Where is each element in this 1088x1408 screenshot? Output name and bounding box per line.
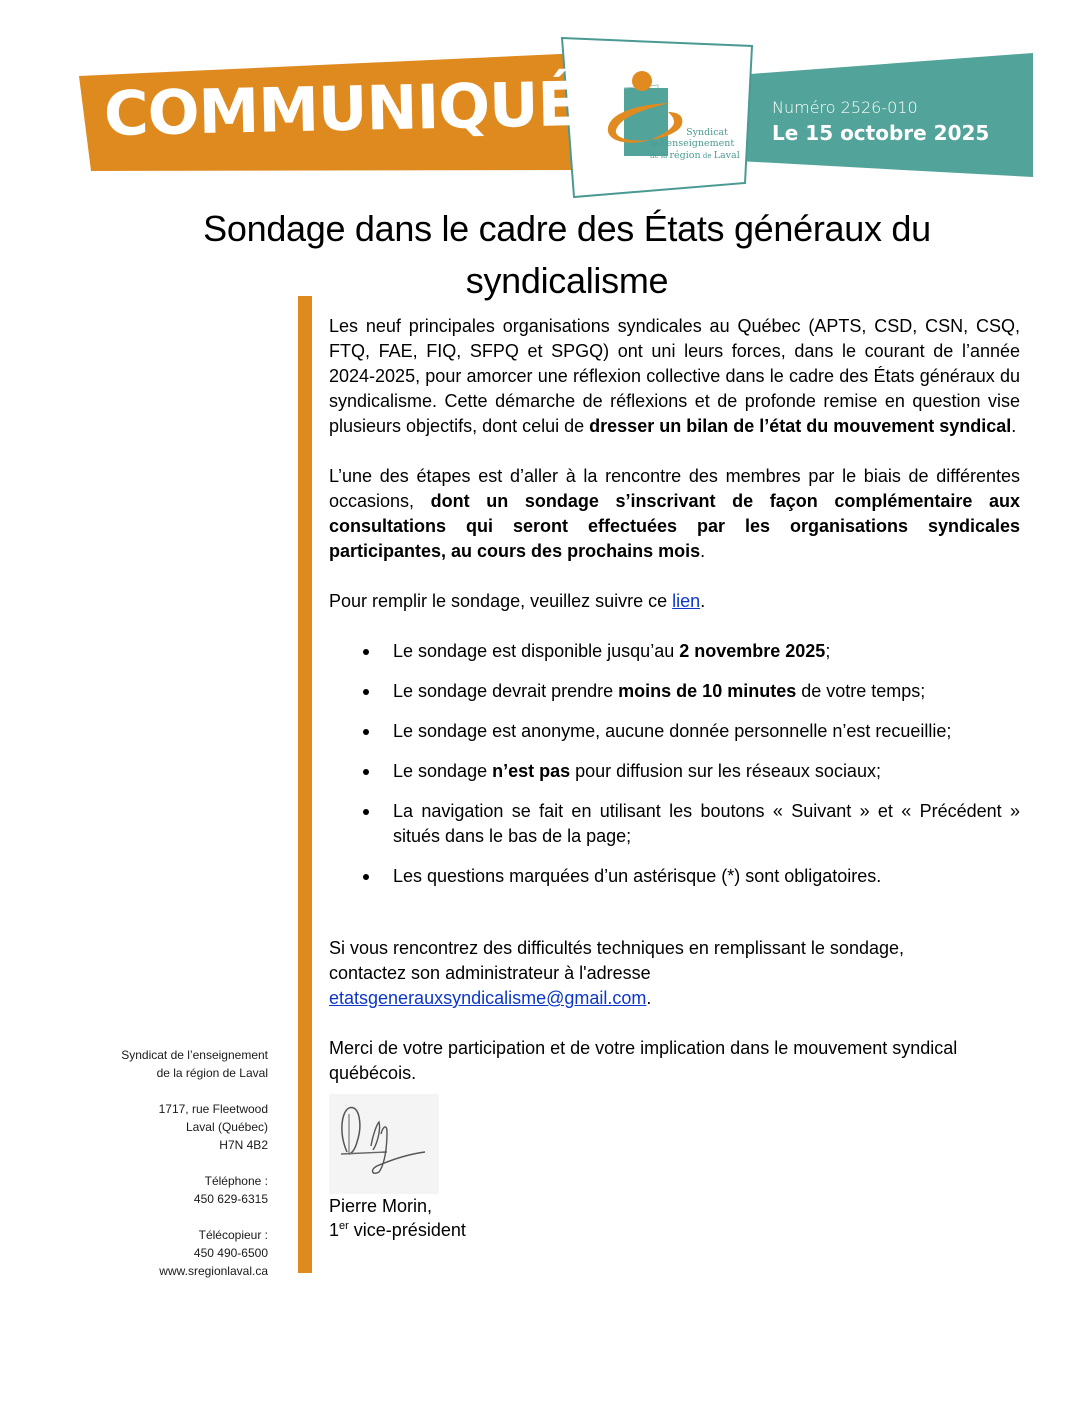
survey-link-paragraph: Pour remplir le sondage, veuillez suivre ce lien. <box>329 591 706 611</box>
signer-block <box>329 1194 1020 1242</box>
logo-line-1: Syndicat <box>686 127 728 138</box>
bullet-icon <box>363 689 369 695</box>
logo-line-3: de la région de Laval <box>650 150 740 161</box>
fax-block <box>80 1226 268 1280</box>
title-line-1: Sondage dans le cadre des États généraux du <box>203 208 931 249</box>
title-line-2: syndicalisme <box>465 260 669 301</box>
fax-number: 450 490-6500 <box>193 1246 268 1260</box>
intro-paragraph: Les neuf principales organisations syndicales au Québec (APTS, CSD, CSN, CSQ, FTQ, FAE, FIQ, SFPQ et SPGQ) ont uni leurs forces, dans le courant de l’année 2024-2025, pour amorcer une réflexion collective dans le cadre des États généraux du syndicalisme. Cette démarche de réflexions et de profonde remise en question vise plusieurs objectifs, dont celui de dresser un bilan de l’état du mouvement syndical. <box>329 316 1020 436</box>
list-item: La navigation se fait en utilisant les boutons « Suivant » et « Précédent » situés dans le bas de la page; <box>329 799 1020 849</box>
communique-body <box>329 314 1020 1242</box>
phone-number: 450 629-6315 <box>193 1192 268 1206</box>
phone-label: Téléphone : <box>204 1174 268 1188</box>
issue-date: Le 15 octobre 2025 <box>772 121 990 145</box>
list-item: Les questions marquées d’un astérisque (*) sont obligatoires. <box>329 864 1020 889</box>
logo-line-2: de l'enseignement <box>650 138 735 149</box>
bullet-icon <box>363 649 369 655</box>
phone-block <box>80 1172 268 1208</box>
contact-sidebar <box>80 1046 268 1280</box>
org-name: Syndicat de l’enseignement de la région de Laval <box>121 1048 268 1080</box>
bullet-icon <box>363 729 369 735</box>
technical-help-paragraph: Si vous rencontrez des difficultés techniques en remplissant le sondage, contactez son administrateur à l'adresse etatsgenerauxsyndicalisme@gmail.com. <box>329 938 904 1008</box>
admin-email-link[interactable]: etatsgenerauxsyndicalisme@gmail.com <box>329 988 647 1008</box>
signer-name: Pierre Morin, <box>329 1196 433 1216</box>
list-item: Le sondage est anonyme, aucune donnée personnelle n’est recueillie; <box>329 719 1020 744</box>
bullet-icon <box>363 769 369 775</box>
signature-image <box>329 1094 439 1194</box>
fax-label: Télécopieur : <box>198 1228 268 1242</box>
survey-link[interactable]: lien <box>672 591 701 611</box>
steps-paragraph: L’une des étapes est d’aller à la rencontre des membres par le biais de différentes occasions, dont un sondage s’inscrivant de façon complémentaire aux consultations qui seront effectuées par les organisations syndicales participantes, au cours des prochains mois. <box>329 466 1020 561</box>
handwritten-signature-icon <box>329 1094 439 1194</box>
page-title <box>150 203 984 307</box>
list-item: Le sondage est disponible jusqu’au 2 novembre 2025; <box>329 639 1020 664</box>
sidebar-accent-bar <box>298 296 312 1273</box>
communique-banner-title: COMMUNIQUÉ <box>103 69 580 150</box>
issue-number: Numéro 2526-010 <box>772 98 918 117</box>
list-item: Le sondage devrait prendre moins de 10 minutes de votre temps; <box>329 679 1020 704</box>
bullet-icon <box>363 809 369 815</box>
survey-info-list <box>329 639 1020 889</box>
bullet-icon <box>363 874 369 880</box>
website-link[interactable]: www.sregionlaval.ca <box>159 1264 268 1278</box>
thanks-paragraph: Merci de votre participation et de votre implication dans le mouvement syndical québécois. <box>329 1038 958 1083</box>
list-item: Le sondage n’est pas pour diffusion sur les réseaux sociaux; <box>329 759 1020 784</box>
signer-role: 1er vice-président <box>329 1220 466 1240</box>
union-logo-text <box>650 127 740 162</box>
postal-address: 1717, rue Fleetwood Laval (Québec) H7N 4B2 <box>158 1102 268 1152</box>
